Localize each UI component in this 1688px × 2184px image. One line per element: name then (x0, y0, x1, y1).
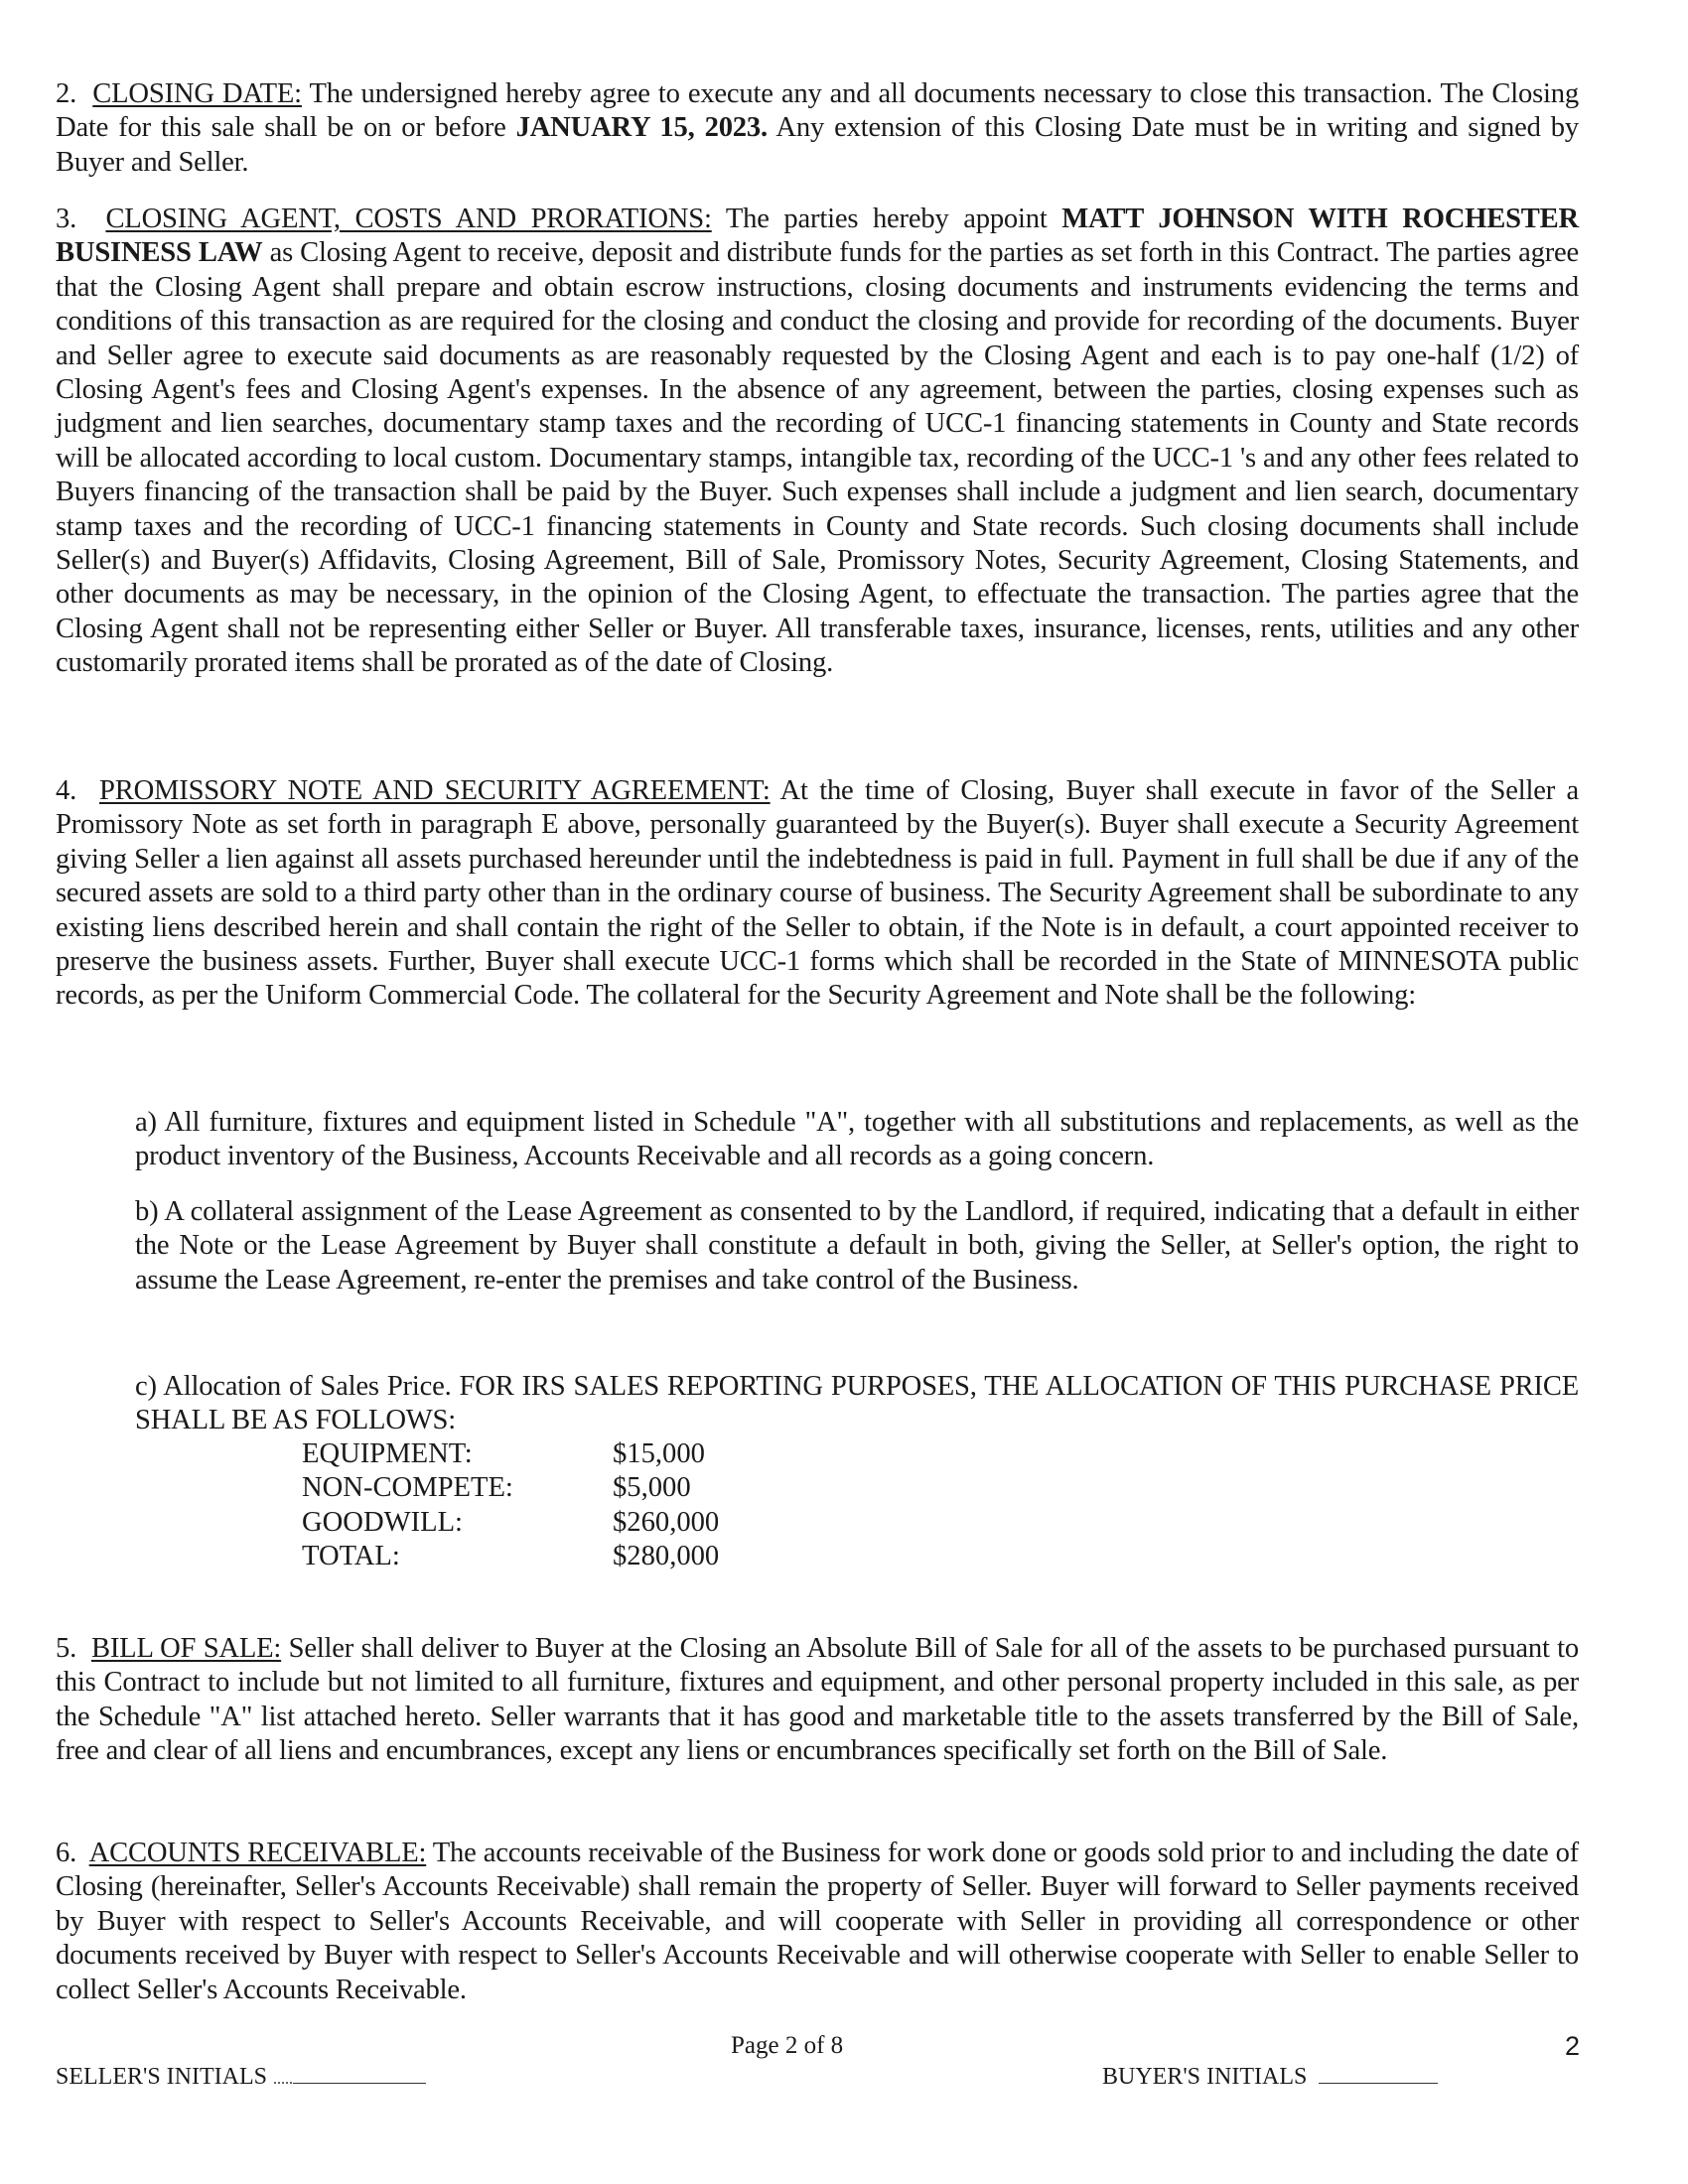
section-number: 2. (56, 78, 77, 109)
allocation-label: EQUIPMENT: (302, 1438, 473, 1469)
section-bill-of-sale (56, 1632, 1579, 1769)
subitem-c: c) Allocation of Sales Price. FOR IRS SALES REPORTING PURPOSES, THE ALLOCATION OF THIS PURCHASE PRICE SHALL BE AS FOLLOWS: (135, 1371, 1579, 1436)
allocation-row (302, 1471, 719, 1505)
seller-initials-dots: ..... (272, 2071, 293, 2088)
allocation-amount: $280,000 (613, 1541, 720, 1572)
allocation-amount: $15,000 (613, 1438, 705, 1469)
section-promissory-note (56, 774, 1579, 1014)
section-text: At the time of Closing, Buyer shall execute in favor of the Seller a Promissory Note as set forth in paragraph E above, personally guaranteed by the Buyer(s). Buyer shall execute a Security Agreement giving Seller a lien against all assets purchased hereunder until the indebtedness is paid in full. Payment in full shall be due if any of the secured assets are sold to a third party other than in the ordinary course of business. The Security Agreement shall be subordinate to any existing liens described herein and shall contain the right of the Seller to obtain, if the Note is in default, a court appointed receiver to preserve the business assets. Further, Buyer shall execute UCC-1 forms which shall be recorded in the State of MINNESOTA public records, as per the Uniform Commercial Code. The collateral for the Security Agreement and Note shall be the following: (56, 775, 1579, 1012)
subitem-b: b) A collateral assignment of the Lease Agreement as consented to by the Landlord, if required, indicating that a default in either the Note or the Lease Agreement by Buyer shall constitute a default in both, giving the Seller, at Seller's option, the right to assume the Lease Agreement, re-enter the premises and take control of the Business. (135, 1196, 1579, 1296)
section-heading: PROMISSORY NOTE AND SECURITY AGREEMENT: (99, 775, 771, 806)
section-text: as Closing Agent to receive, deposit and distribute funds for the parties as set forth in this Contract. The parties agree that the Closing Agent shall prepare and obtain escrow instructions, closing documents and instruments evidencing the terms and conditions of this transaction as are required for the closing and conduct the closing and provide for recording of the documents. Buyer and Seller agree to execute said documents as are reasonably requested by the Closing Agent and each is to pay one-half (1/2) of Closing Agent's fees and Closing Agent's expenses. In the absence of any agreement, between the parties, closing expenses such as judgment and lien searches, documentary stamp taxes and the recording of UCC-1 financing statements in County and State records will be allocated according to local custom. Documentary stamps, intangible tax, recording of the UCC-1 's and any other fees related to Buyers financing of the transaction shall be paid by the Buyer. Such expenses shall include a judgment and lien search, documentary stamp taxes and the recording of UCC-1 financing statements in County and State records. Such closing documents shall include Seller(s) and Buyer(s) Affidavits, Closing Agreement, Bill of Sale, Promissory Notes, Security Agreement, Closing Statements, and other documents as may be necessary, in the opinion of the Closing Agent, to effectuate the transaction. The parties agree that the Closing Agent shall not be representing either Seller or Buyer. All transferable taxes, insurance, licenses, rents, utilities and any other customarily prorated items shall be prorated as of the date of Closing. (56, 237, 1580, 679)
section-number: 5. (56, 1633, 77, 1664)
allocation-row (302, 1437, 719, 1471)
allocation-amount: $260,000 (613, 1506, 720, 1538)
seller-initials-field[interactable] (293, 2063, 426, 2084)
page-label: Page 2 of 8 (731, 2032, 844, 2059)
subitem-a: a) All furniture, fixtures and equipment listed in Schedule "A", together with all substitutions and replacements, as well as the product inventory of the Business, Accounts Receivable and all records as a going concern. (135, 1107, 1579, 1172)
section-number: 6. (56, 1838, 77, 1868)
buyer-initials-field[interactable] (1319, 2063, 1438, 2084)
buyer-initials-label: BUYER'S INITIALS (1102, 2064, 1308, 2090)
allocation-label: TOTAL: (302, 1541, 400, 1572)
buyer-initials (1102, 2063, 1438, 2091)
section-number: 3. (56, 204, 77, 234)
section-heading: BILL OF SALE: (90, 1633, 282, 1664)
allocation-label: NON-COMPETE: (302, 1472, 513, 1504)
section-text: The parties hereby appoint (711, 204, 1062, 234)
section-text: The accounts receivable of the Business for work done or goods sold prior to and including the date of Closing (hereinafter, Seller's Accounts Receivable) shall remain the property of Seller. Buyer will forward to Seller payments received by Buyer with respect to Seller's Accounts Receivable, and will cooperate with Seller in providing all correspondence or other documents received by Buyer with respect to Seller's Accounts Receivable and will otherwise cooperate with Seller to enable Seller to collect Seller's Accounts Receivable. (56, 1838, 1579, 2005)
section-heading: CLOSING DATE: (92, 78, 302, 109)
page-number: 2 (1565, 2031, 1581, 2061)
section-accounts-receivable (56, 1837, 1579, 2007)
closing-agent-name: MATT JOHNSON WITH ROCHESTER BUSINESS LAW (56, 204, 1579, 269)
seller-initials (56, 2063, 426, 2091)
allocation-label: GOODWILL: (302, 1506, 463, 1538)
section-heading: CLOSING AGENT, COSTS AND PRORATIONS: (105, 204, 712, 234)
allocation-table (302, 1437, 719, 1574)
seller-initials-label: SELLER'S INITIALS (56, 2064, 267, 2090)
section-heading: ACCOUNTS RECEIVABLE: (88, 1838, 427, 1868)
section-text: Any extension of this Closing Date must be in writing and signed by Buyer and Seller. (56, 112, 1579, 178)
allocation-row (302, 1506, 719, 1540)
closing-date-value: JANUARY 15, 2023. (515, 112, 768, 144)
section-number: 4. (56, 775, 77, 806)
allocation-row (302, 1540, 719, 1573)
section-closing-agent (56, 203, 1579, 681)
allocation-amount: $5,000 (613, 1472, 691, 1504)
section-text: Seller shall deliver to Buyer at the Closing an Absolute Bill of Sale for all of the assets to be purchased pursuant to this Contract to include but not limited to all furniture, fixtures and equipment, and other personal property included in this sale, as per the Schedule "A" list attached hereto. Seller warrants that it has good and marketable title to the assets transferred by the Bill of Sale, free and clear of all liens and encumbrances, except any liens or encumbrances specifically set forth on the Bill of Sale. (56, 1633, 1579, 1767)
section-text: The undersigned hereby agree to execute any and all documents necessary to close this transaction. The Closing Date for this sale shall be on or before (56, 78, 1579, 144)
section-closing-date (56, 77, 1579, 180)
